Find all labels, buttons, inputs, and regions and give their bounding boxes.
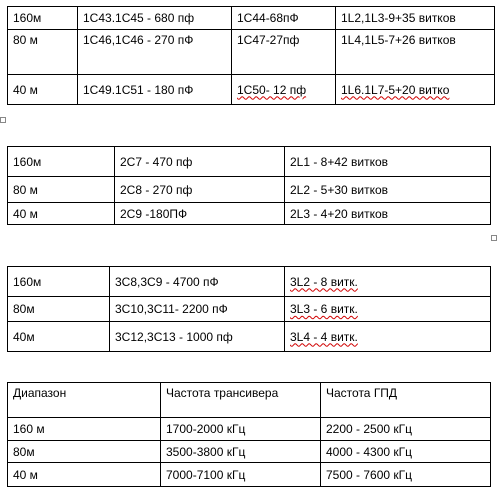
- capacitor-cell: 3С12,3С13 - 1000 пф: [110, 322, 285, 352]
- coil-cell: 1L2,1L3-9+35 витков: [336, 7, 495, 30]
- capacitor-cell: 2С9 -180ПФ: [115, 203, 285, 225]
- frequency-cell: 2200 - 2500 кГц: [321, 418, 491, 441]
- band-cell: 160 м: [8, 418, 161, 441]
- coil-cell: 3L4 - 4 витк.: [285, 322, 491, 352]
- table-input-filter: [7, 6, 495, 105]
- capacitor-cell: 1С44-68пФ: [232, 7, 336, 30]
- frequency-cell: 1700-2000 кГц: [161, 418, 321, 441]
- coil-cell: 2L2 - 5+30 витков: [285, 177, 491, 203]
- coil-cell: 1L6.1L7-5+20 витко: [336, 75, 495, 105]
- capacitor-cell: 3С10,3С11- 2200 пФ: [110, 297, 285, 322]
- capacitor-cell: 1С46,1С46 - 270 пФ: [78, 30, 232, 75]
- table-row: [8, 322, 491, 352]
- capacitor-cell: 1С50- 12 пф: [232, 75, 336, 105]
- table-filter-3: [7, 266, 491, 352]
- table-row: [8, 203, 491, 225]
- band-cell: 40м: [8, 322, 110, 352]
- frequency-cell: 3500-3800 кГц: [161, 441, 321, 463]
- header-band: Диапазон: [8, 383, 161, 418]
- table-row: [8, 147, 491, 177]
- capacitor-cell: 3С8,3С9 - 4700 пФ: [110, 267, 285, 297]
- table-anchor-marker: [0, 117, 6, 123]
- table-row: [8, 418, 491, 441]
- frequency-cell: 4000 - 4300 кГц: [321, 441, 491, 463]
- band-cell: 160м: [8, 267, 110, 297]
- coil-cell: 1L4,1L5-7+26 витков: [336, 30, 495, 75]
- band-cell: 40 м: [8, 203, 115, 225]
- table-resize-marker: [491, 235, 497, 241]
- band-cell: 40 м: [8, 463, 161, 487]
- table-frequency-plan: [7, 382, 491, 487]
- coil-cell: 3L2 - 8 витк.: [285, 267, 491, 297]
- header-transceiver-frequency: Частота трансивера: [161, 383, 321, 418]
- table-row: [8, 441, 491, 463]
- band-cell: 80 м: [8, 30, 78, 75]
- band-cell: 80м: [8, 297, 110, 322]
- coil-cell: 2L3 - 4+20 витков: [285, 203, 491, 225]
- table-row: [8, 75, 495, 105]
- capacitor-cell: 1С47-27пф: [232, 30, 336, 75]
- table-row: [8, 297, 491, 322]
- frequency-cell: 7000-7100 кГц: [161, 463, 321, 487]
- coil-cell: 2L1 - 8+42 витков: [285, 147, 491, 177]
- table-row: [8, 267, 491, 297]
- capacitor-cell: 1С43.1С45 - 680 пф: [78, 7, 232, 30]
- capacitor-cell: 2С8 - 270 пф: [115, 177, 285, 203]
- capacitor-cell: 2С7 - 470 пф: [115, 147, 285, 177]
- capacitor-cell: 1С49.1С51 - 180 пФ: [78, 75, 232, 105]
- header-vfo-frequency: Частота ГПД: [321, 383, 491, 418]
- table-filter-2: [7, 146, 491, 225]
- table-row: [8, 7, 495, 30]
- table-header-row: [8, 383, 491, 418]
- band-cell: 160м: [8, 7, 78, 30]
- frequency-cell: 7500 - 7600 кГц: [321, 463, 491, 487]
- band-cell: 40 м: [8, 75, 78, 105]
- table-row: [8, 30, 495, 75]
- band-cell: 160м: [8, 147, 115, 177]
- band-cell: 80м: [8, 441, 161, 463]
- table-row: [8, 463, 491, 487]
- table-row: [8, 177, 491, 203]
- band-cell: 80 м: [8, 177, 115, 203]
- coil-cell: 3L3 - 6 витк.: [285, 297, 491, 322]
